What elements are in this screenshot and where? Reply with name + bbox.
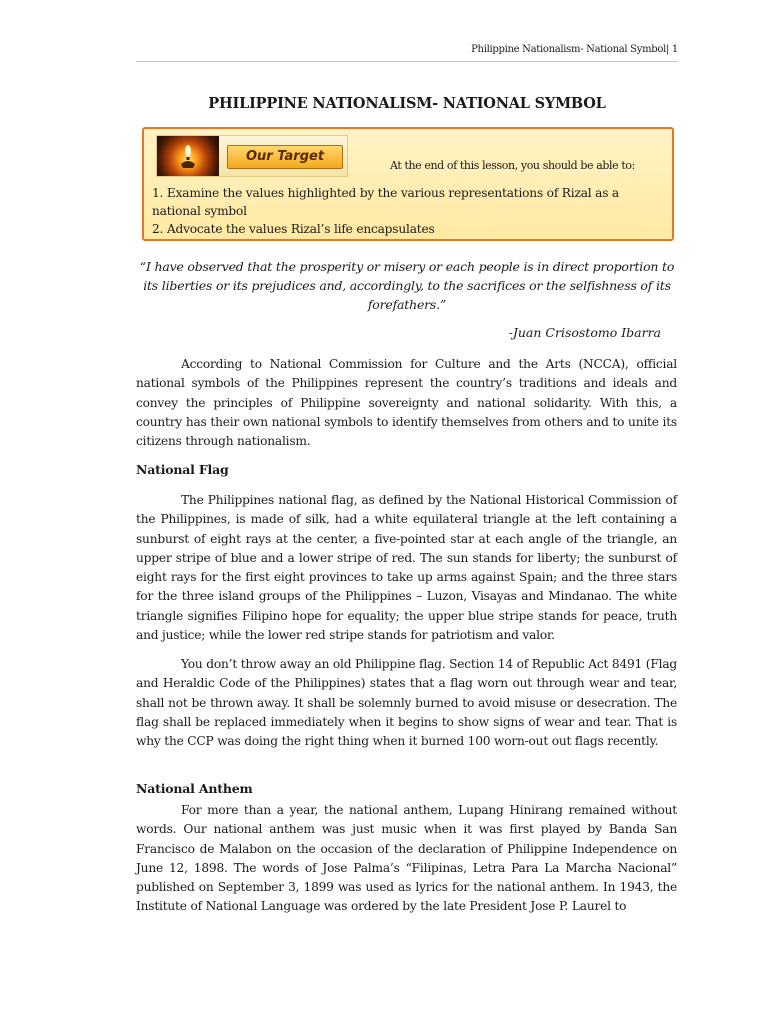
objective-item: 2. Advocate the values Rizal’s life encapsulates [152, 222, 435, 236]
page-title: PHILIPPINE NATIONALISM- NATIONAL SYMBOL [208, 95, 606, 112]
section-heading-national-anthem: National Anthem [136, 781, 253, 796]
section-heading-national-flag: National Flag [136, 462, 229, 477]
body-paragraph: For more than a year, the national anthem, Lupang Hinirang remained without words. Our national anthem was just music when it was first played by Banda San Francisco de Malabon on the occasion of the declaration of Philippine Independence on June 12, 1898. The words of Jose Palma’s “Filipinas, Letra Para La Marcha Nacional” published on September 3, 1899 was used as lyrics for the national anthem. In 1943, the Institute of National Language was ordered by the late President Jose P. Laurel to [136, 803, 677, 914]
objectives-intro: At the end of this lesson, you should be able to: [390, 159, 635, 172]
running-header: Philippine Nationalism- National Symbol| 1 [136, 44, 678, 62]
oil-lamp-icon [179, 142, 197, 170]
our-target-badge [156, 135, 348, 177]
oil-lamp-image [157, 136, 219, 176]
body-paragraph: The Philippines national flag, as defined by the National Historical Commission of the Philippines, is made of silk, had a white equilateral triangle at the left containing a sunburst of eight rays at the center, a five-pointed star at each angle of the triangle, an upper stripe of blue and a lower stripe of red. The sun stands for liberty; the sunburst of eight rays for the first eight provinces to take up arms against Spain; and the three stars for the three island groups of the Philippines – Luzon, Visayas and Mindanao. The white triangle signifies Filipino hope for equality; the upper blue stripe stands for peace, truth and justice; while the lower red stripe stands for patriotism and valor. [136, 493, 677, 643]
body-paragraph: You don’t throw away an old Philippine flag. Section 14 of Republic Act 8491 (Flag and Heraldic Code of the Philippines) states that a flag worn out through wear and tear, shall not be thrown away. It shall be solemnly burned to avoid misuse or desecration. The flag shall be replaced immediately when it begins to show signs of wear and tear. That is why the CCP was doing the right thing when it burned 100 worn-out out flags recently. [136, 657, 677, 749]
epigraph-quote: “I have observed that the prosperity or misery or each people is in direct proportion to its liberties or its prejudices and, accordingly, to the sacrifices or the selfishness of its forefathers.” [139, 259, 675, 312]
objectives-list [152, 184, 660, 238]
intro-paragraph: According to National Commission for Culture and the Arts (NCCA), official national symbols of the Philippines represent the country’s traditions and ideals and convey the principles of Philippine sovereignty and national solidarity. With this, a country has their own national symbols to identify themselves from others and to unite its citizens through nationalism. [136, 357, 677, 449]
objective-item: 1. Examine the values highlighted by the various representations of Rizal as a national symbol [152, 186, 620, 218]
quote-author: -Juan Crisostomo Ibarra [508, 325, 661, 340]
our-target-label: Our Target [227, 145, 343, 169]
learning-objectives-box [142, 127, 674, 241]
